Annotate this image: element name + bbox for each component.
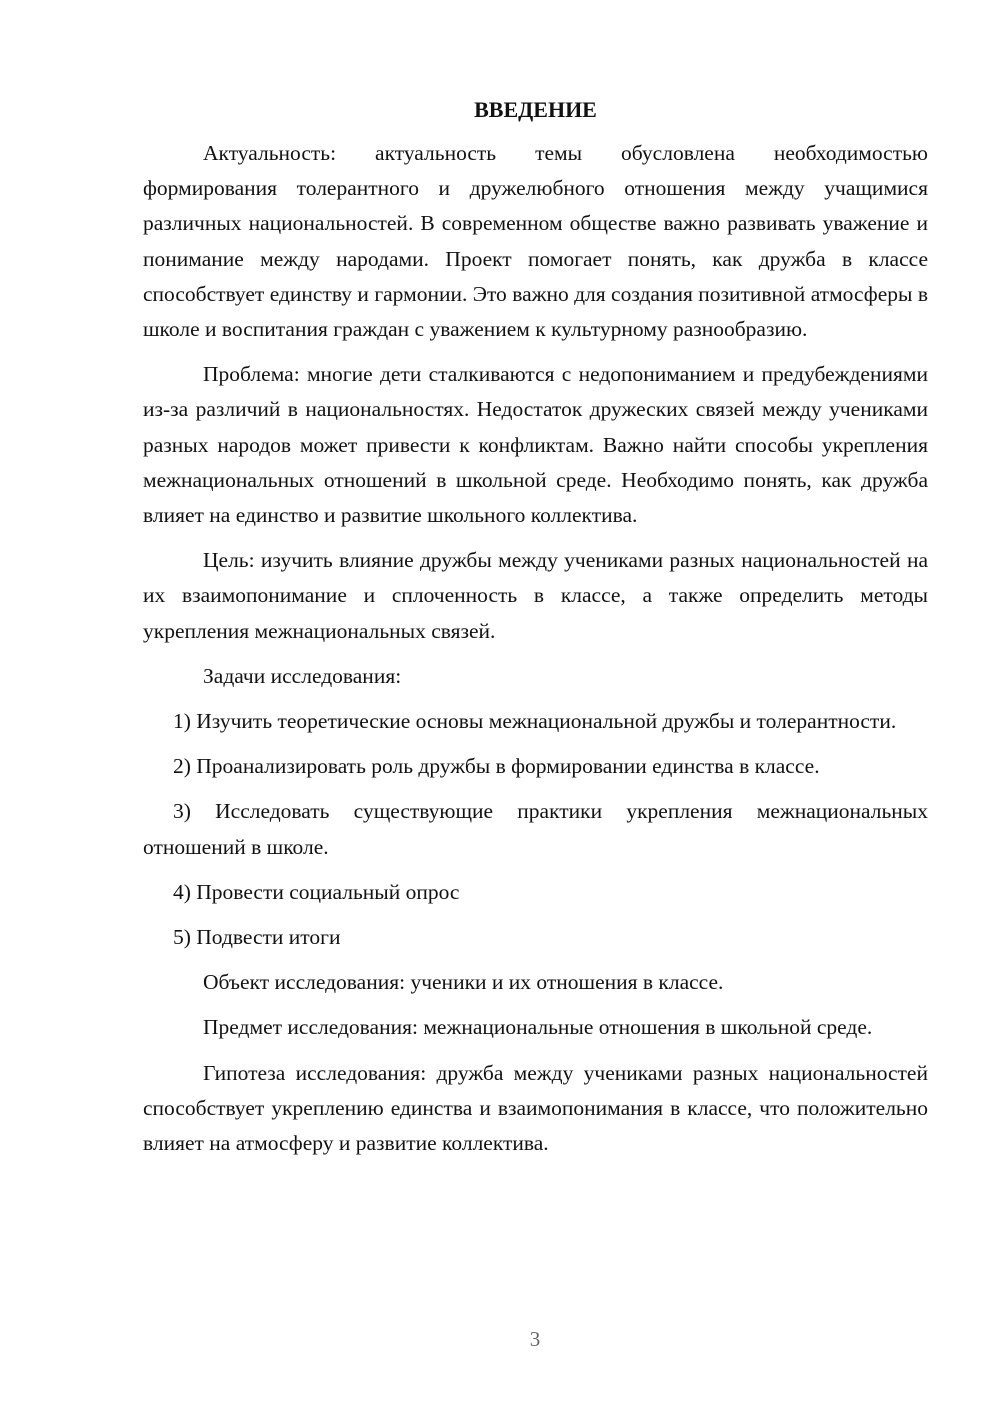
paragraph-relevance: Актуальность: актуальность темы обусловлена необходимостью формирования толерантного и дружелюбного отношения между учащимися различных национальностей. В современном обществе важно развивать уважение и понимание между народами. Проект помогает понять, как дружба в классе способствует единству и гармонии. Это важно для создания позитивной атмосферы в школе и воспитания граждан с уважением к культурному разнообразию. (143, 141, 928, 342)
task-item: 4) Провести социальный опрос (173, 879, 460, 904)
paragraph-goal: Цель: изучить влияние дружбы между учениками разных национальностей на их взаимопонимание и сплоченность в классе, а также определить методы укрепления межнациональных связей. (143, 548, 928, 643)
task-item: 3) Исследовать существующие практики укрепления межнациональных отношений в школе. (143, 799, 928, 859)
paragraph-hypothesis: Гипотеза исследования: дружба между учениками разных национальностей способствует укреплению единства и взаимопонимания в классе, что положительно влияет на атмосферу и развитие коллектива. (143, 1060, 928, 1156)
page-number: 3 (529, 1327, 541, 1351)
paragraph-object: Объект исследования: ученики и их отношения в классе. (203, 970, 724, 995)
task-item: 5) Подвести итоги (173, 925, 341, 950)
tasks-heading: Задачи исследования: (203, 663, 402, 688)
task-item: 2) Проанализировать роль дружбы в формировании единства в классе. (173, 754, 820, 779)
task-item: 1) Изучить теоретические основы межнациональной дружбы и толерантности. (173, 709, 897, 734)
paragraph-problem: Проблема: многие дети сталкиваются с недопониманием и предубеждениями из-за различий в национальностях. Недостаток дружеских связей между учениками разных народов может привести к конфликтам. Важно найти способы укрепления межнациональных отношений в школьной среде. Необходимо понять, как дружба влияет на единство и развитие школьного коллектива. (143, 362, 928, 528)
paragraph-subject: Предмет исследования: межнациональные отношения в школьной среде. (203, 1015, 873, 1040)
section-title: ВВЕДЕНИЕ (474, 97, 597, 122)
document-page (143, 92, 928, 1161)
